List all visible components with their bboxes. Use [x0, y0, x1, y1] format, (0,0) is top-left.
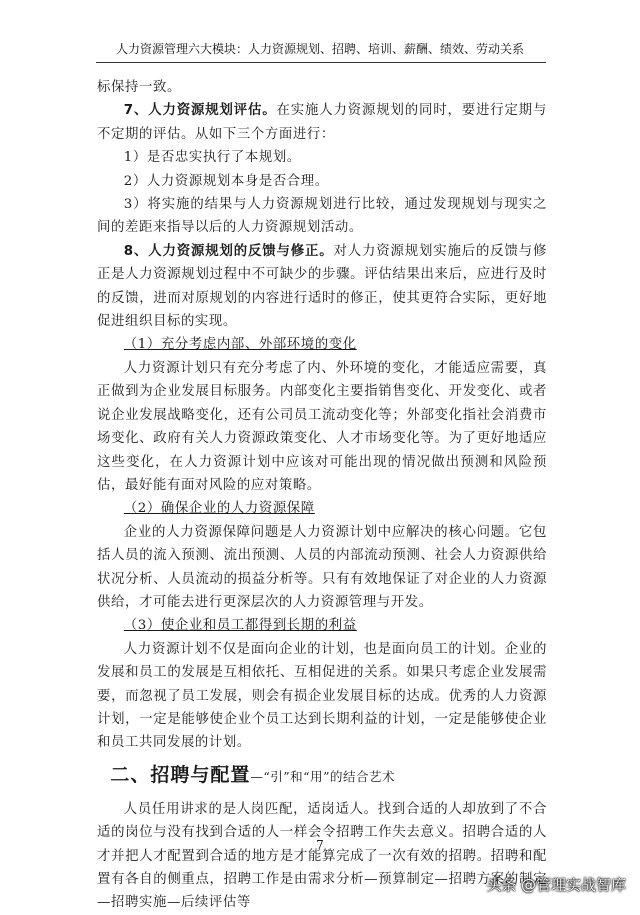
paragraph-7 — [97, 99, 547, 146]
list-item-1: 1）是否忠实执行了本规划。 — [123, 150, 301, 166]
paragraph-7-text: 在实施人力资源规划的同时，要进行定期与不定期的评估。从如下三个方面进行： — [97, 103, 547, 142]
subsection-1-title-text: （1）充分考虑内部、外部环境的变化 — [123, 337, 357, 353]
header-divider — [96, 62, 546, 63]
subsection-2-title-text: （2）确保企业的人力资源保障 — [123, 501, 315, 517]
subsection-3-text: 人力资源计划不仅是面向企业的计划，也是面向员工的计划。企业的发展和员工的发展是互相依托、互相促进的关系。如果只考虑企业发展需要，而忽视了员工发展，则会有损企业发展目标的达成。优秀的人力资源计划，一定是能够使企业个员工达到长期利益的计划，一定是能够使企业和员工共同发展的计划。 — [97, 641, 547, 751]
paragraph-7-heading: 7、人力资源规划评估。 — [123, 103, 277, 119]
subsection-2-text: 企业的人力资源保障问题是人力资源计划中应解决的核心问题。它包括人员的流入预测、流出预测、人员的内部流动预测、社会人力资源供给状况分析、人员流动的损益分析等。只有有效地保证了对企业的人力资源供给，才可能去进行更深层次的人力资源管理与开发。 — [97, 524, 547, 610]
subsection-1-text: 人力资源计划只有充分考虑了内、外环境的变化，才能适应需要，真正做到为企业发展目标服务。内部变化主要指销售变化、开发变化、或者说企业发展战略变化，还有公司员工流动变化等；外部变化指社会消费市场变化、政府有关人力资源政策变化、人才市场变化等。为了更好地适应这些变化，在人力资源计划中应该对可能出现的情况做出预测和风险预估，最好能有面对风险的应对策略。 — [97, 360, 547, 493]
subsection-1-title — [97, 333, 547, 356]
subsection-3-title-text: （3）使企业和员工都得到长期的利益 — [123, 618, 357, 634]
subsection-3-title — [97, 614, 547, 637]
page-header-title: 人力资源管理六大模块：人力资源规划、招聘、培训、薪酬、绩效、劳动关系 — [115, 42, 524, 56]
paragraph-continuation: 标保持一致。 — [97, 80, 181, 95]
paragraph-8-text: 对人力资源规划实施后的反馈与修正是人力资源规划过程中不可缺少的步骤。评估结果出来后，应进行及时的反馈，进而对原规划的内容进行适时的修正，使其更符合实际，更好地促进组织目标的实现。 — [97, 243, 548, 330]
page-number: 7 — [316, 838, 324, 852]
watermark: 头条 @管理实战智库 — [486, 876, 626, 894]
list-item-2: 2）人力资源规划本身是否合理。 — [123, 173, 329, 189]
document-body — [97, 76, 547, 915]
section-2-title: 二、招聘与配置 — [110, 763, 251, 786]
subsection-2-title — [97, 497, 547, 520]
section-2-subtitle: —“引”和“用”的结合艺术 — [250, 768, 395, 784]
section-2-heading — [97, 761, 547, 792]
list-item-3: 3）将实施的结果与人力资源规划进行比较，通过发现规划与现实之间的差距来指导以后的人力资源规划活动。 — [97, 197, 547, 236]
paragraph-8-heading: 8、人力资源规划的反馈与修正。 — [123, 243, 334, 259]
paragraph-8 — [97, 240, 547, 334]
section-2-text: 人员任用讲求的是人岗匹配，适岗适人。找到合适的人却放到了不合适的岗位与没有找到合适的人一样会令招聘工作失去意义。招聘合适的人才并把人才配置到合适的地方是才能算完成了一次有效的招聘。招聘和配置有各自的侧重点，招聘工作是由需求分析—预算制定—招聘方案的制定—招聘实施—后续评估等 — [97, 801, 547, 911]
